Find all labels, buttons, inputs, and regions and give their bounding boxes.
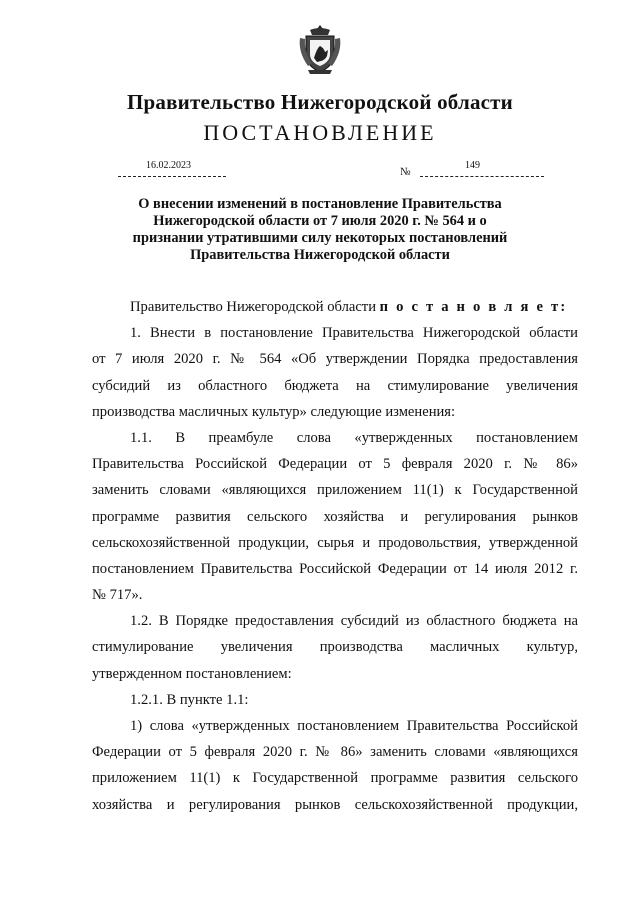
body-line: постановлением Правительства Российской Федерации от 14 июля 2012 г.	[92, 560, 578, 577]
subject-line: признании утратившими силу некоторых постановлений	[132, 230, 508, 246]
body-line: субсидий из областного бюджета на стимулирование увеличения	[92, 377, 578, 394]
preamble	[92, 294, 578, 320]
body-line: 1.2.1. В пункте 1.1:	[130, 691, 249, 708]
body-line: стимулирование увеличения производства масличных культур,	[92, 639, 578, 656]
body-line: 1. Внести в постановление Правительства Нижегородской области	[130, 325, 578, 342]
government-title: Правительство Нижегородской области	[127, 90, 513, 114]
body-line: 1.2. В Порядке предоставления субсидий из областного бюджета на	[130, 613, 578, 630]
document-type: ПОСТАНОВЛЕНИЕ	[203, 120, 437, 145]
subject-line: О внесении изменений в постановление Правительства	[138, 196, 502, 212]
body-line: утвержденном постановлением:	[92, 665, 292, 682]
body-line: заменить словами «являющихся приложением 11(1) к Государственной	[92, 482, 578, 499]
preamble-lead: Правительство Нижегородской области	[130, 299, 380, 315]
decree-number: 149	[465, 160, 480, 171]
subject-line: Нижегородской области от 7 июля 2020 г. № 564 и о	[153, 213, 487, 229]
body-line: Федерации от 5 февраля 2020 г. № 86» заменить словами «являющихся	[92, 744, 578, 761]
coat-of-arms-icon	[296, 22, 344, 76]
decree-subject	[120, 196, 520, 264]
body-line: 1) слова «утвержденных постановлением Правительства Российской	[130, 718, 578, 734]
decree-body	[92, 294, 578, 818]
body-line: программе развития сельского хозяйства и регулирования рынков	[92, 508, 578, 525]
body-line: Правительства Российской Федерации от 5 февраля 2020 г. № 86»	[92, 456, 578, 473]
body-line: приложением 11(1) к Государственной программе развития сельского	[92, 770, 578, 787]
subject-line: Правительства Нижегородской области	[190, 247, 450, 263]
date-underline	[118, 176, 226, 177]
body-line: производства масличных культур» следующие изменения:	[92, 403, 456, 420]
body-line: от 7 июля 2020 г. № 564 «Об утверждении Порядка предоставления	[92, 351, 578, 368]
decree-date: 16.02.2023	[146, 160, 191, 171]
body-line: сельскохозяйственной продукции, сырья и продовольствия, утвержденной	[92, 534, 578, 551]
body-line: № 717».	[92, 587, 143, 604]
number-underline	[420, 176, 544, 177]
body-line: 1.1. В преамбуле слова «утвержденных постановлением	[130, 429, 578, 446]
preamble-verb: п о с т а н о в л я е т:	[379, 299, 568, 315]
body-line: хозяйства и регулирования рынков сельскохозяйственной продукции,	[92, 796, 578, 813]
number-sign: №	[400, 166, 411, 178]
